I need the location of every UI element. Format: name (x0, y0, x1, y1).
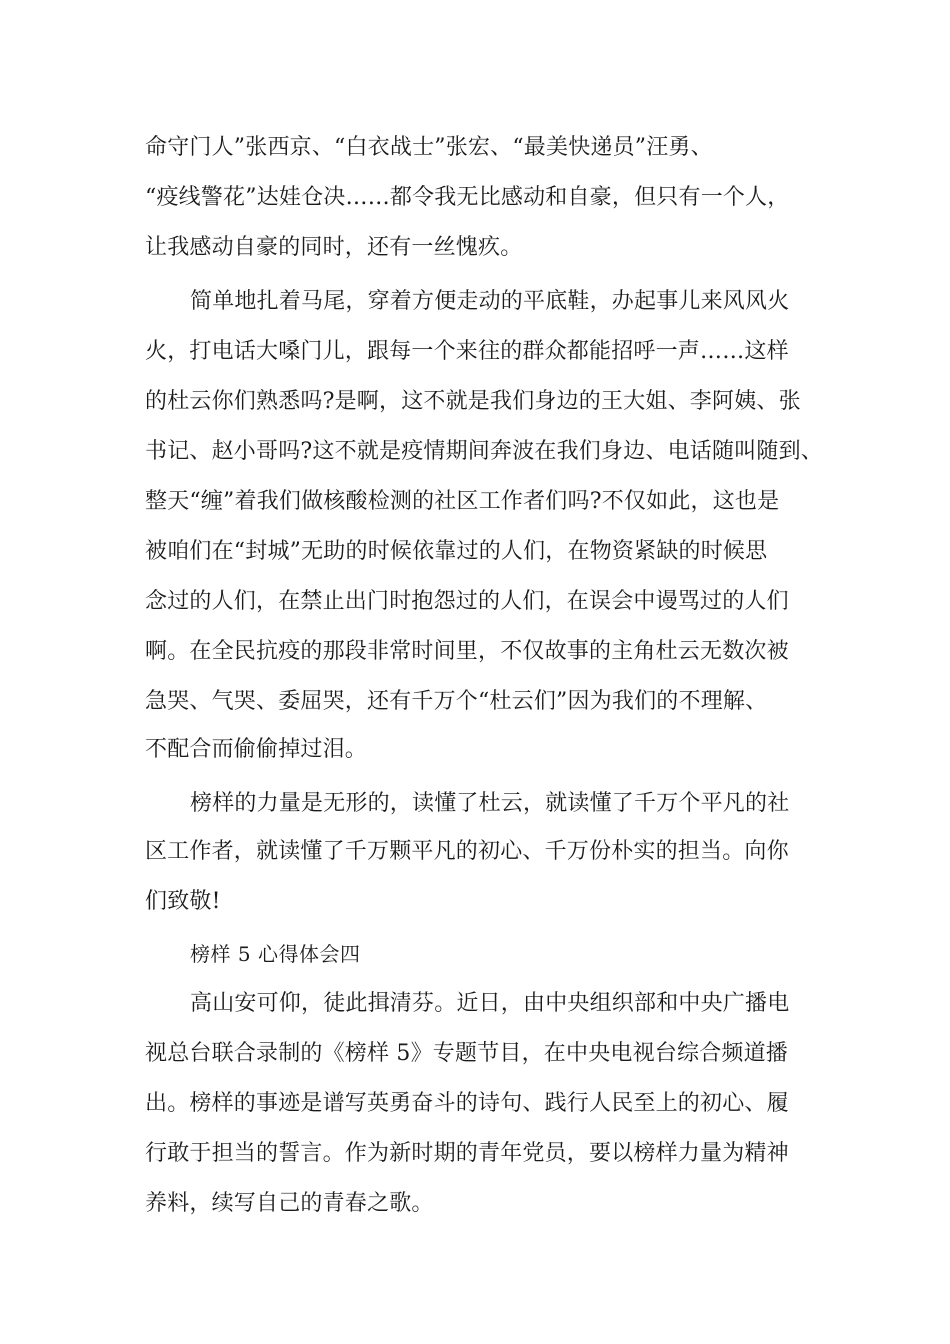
paragraph-line: 让我感动自豪的同时，还有一丝愧疚。 (145, 235, 523, 260)
paragraph-line: “疫线警花”达娃仓决……都令我无比感动和自豪，但只有一个人， (145, 185, 790, 210)
paragraph-line: 命守门人”张西京、“白衣战士”张宏、“最美快递员”汪勇、 (145, 135, 713, 160)
paragraph-line: 整天“缠”着我们做核酸检测的社区工作者们吗?不仅如此，这也是 (145, 489, 780, 514)
paragraph-line: 榜样的力量是无形的，读懂了杜云，就读懂了千万个平凡的社 (190, 791, 790, 816)
paragraph-line: 的杜云你们熟悉吗?是啊，这不就是我们身边的王大姐、李阿姨、张 (145, 389, 801, 414)
paragraph-line: 行敢于担当的誓言。作为新时期的青年党员，要以榜样力量为精神 (145, 1141, 789, 1166)
paragraph-line: 视总台联合录制的《榜样 5》专题节目，在中央电视台综合频道播 (145, 1041, 788, 1066)
paragraph-line: 简单地扎着马尾，穿着方便走动的平底鞋，办起事儿来风风火 (190, 289, 790, 314)
paragraph-line: 被咱们在“封城”无助的时候依靠过的人们，在物资紧缺的时候思 (145, 539, 768, 564)
paragraph-line: 高山安可仰，徒此揖清芬。近日，由中央组织部和中央广播电 (190, 991, 790, 1016)
paragraph-line: 啊。在全民抗疫的那段非常时间里，不仅故事的主角杜云无数次被 (145, 639, 789, 664)
paragraph-line: 出。榜样的事迹是谱写英勇奋斗的诗句、践行人民至上的初心、履 (145, 1091, 789, 1116)
paragraph-line: 火，打电话大嗓门儿，跟每一个来往的群众都能招呼一声……这样 (145, 339, 789, 364)
paragraph-line: 们致敬! (145, 889, 221, 914)
paragraph-line: 急哭、气哭、委屈哭，还有千万个“杜云们”因为我们的不理解、 (145, 689, 768, 714)
paragraph-line: 区工作者，就读懂了千万颗平凡的初心、千万份朴实的担当。向你 (145, 839, 789, 864)
paragraph-line: 书记、赵小哥吗?这不就是疫情期间奔波在我们身边、电话随叫随到、 (145, 439, 823, 464)
section-heading: 榜样 5 心得体会四 (190, 942, 361, 966)
paragraph-line: 不配合而偷偷掉过泪。 (145, 737, 368, 762)
paragraph-line: 养料，续写自己的青春之歌。 (145, 1191, 434, 1216)
paragraph-line: 念过的人们，在禁止出门时抱怨过的人们，在误会中谩骂过的人们 (145, 589, 789, 614)
